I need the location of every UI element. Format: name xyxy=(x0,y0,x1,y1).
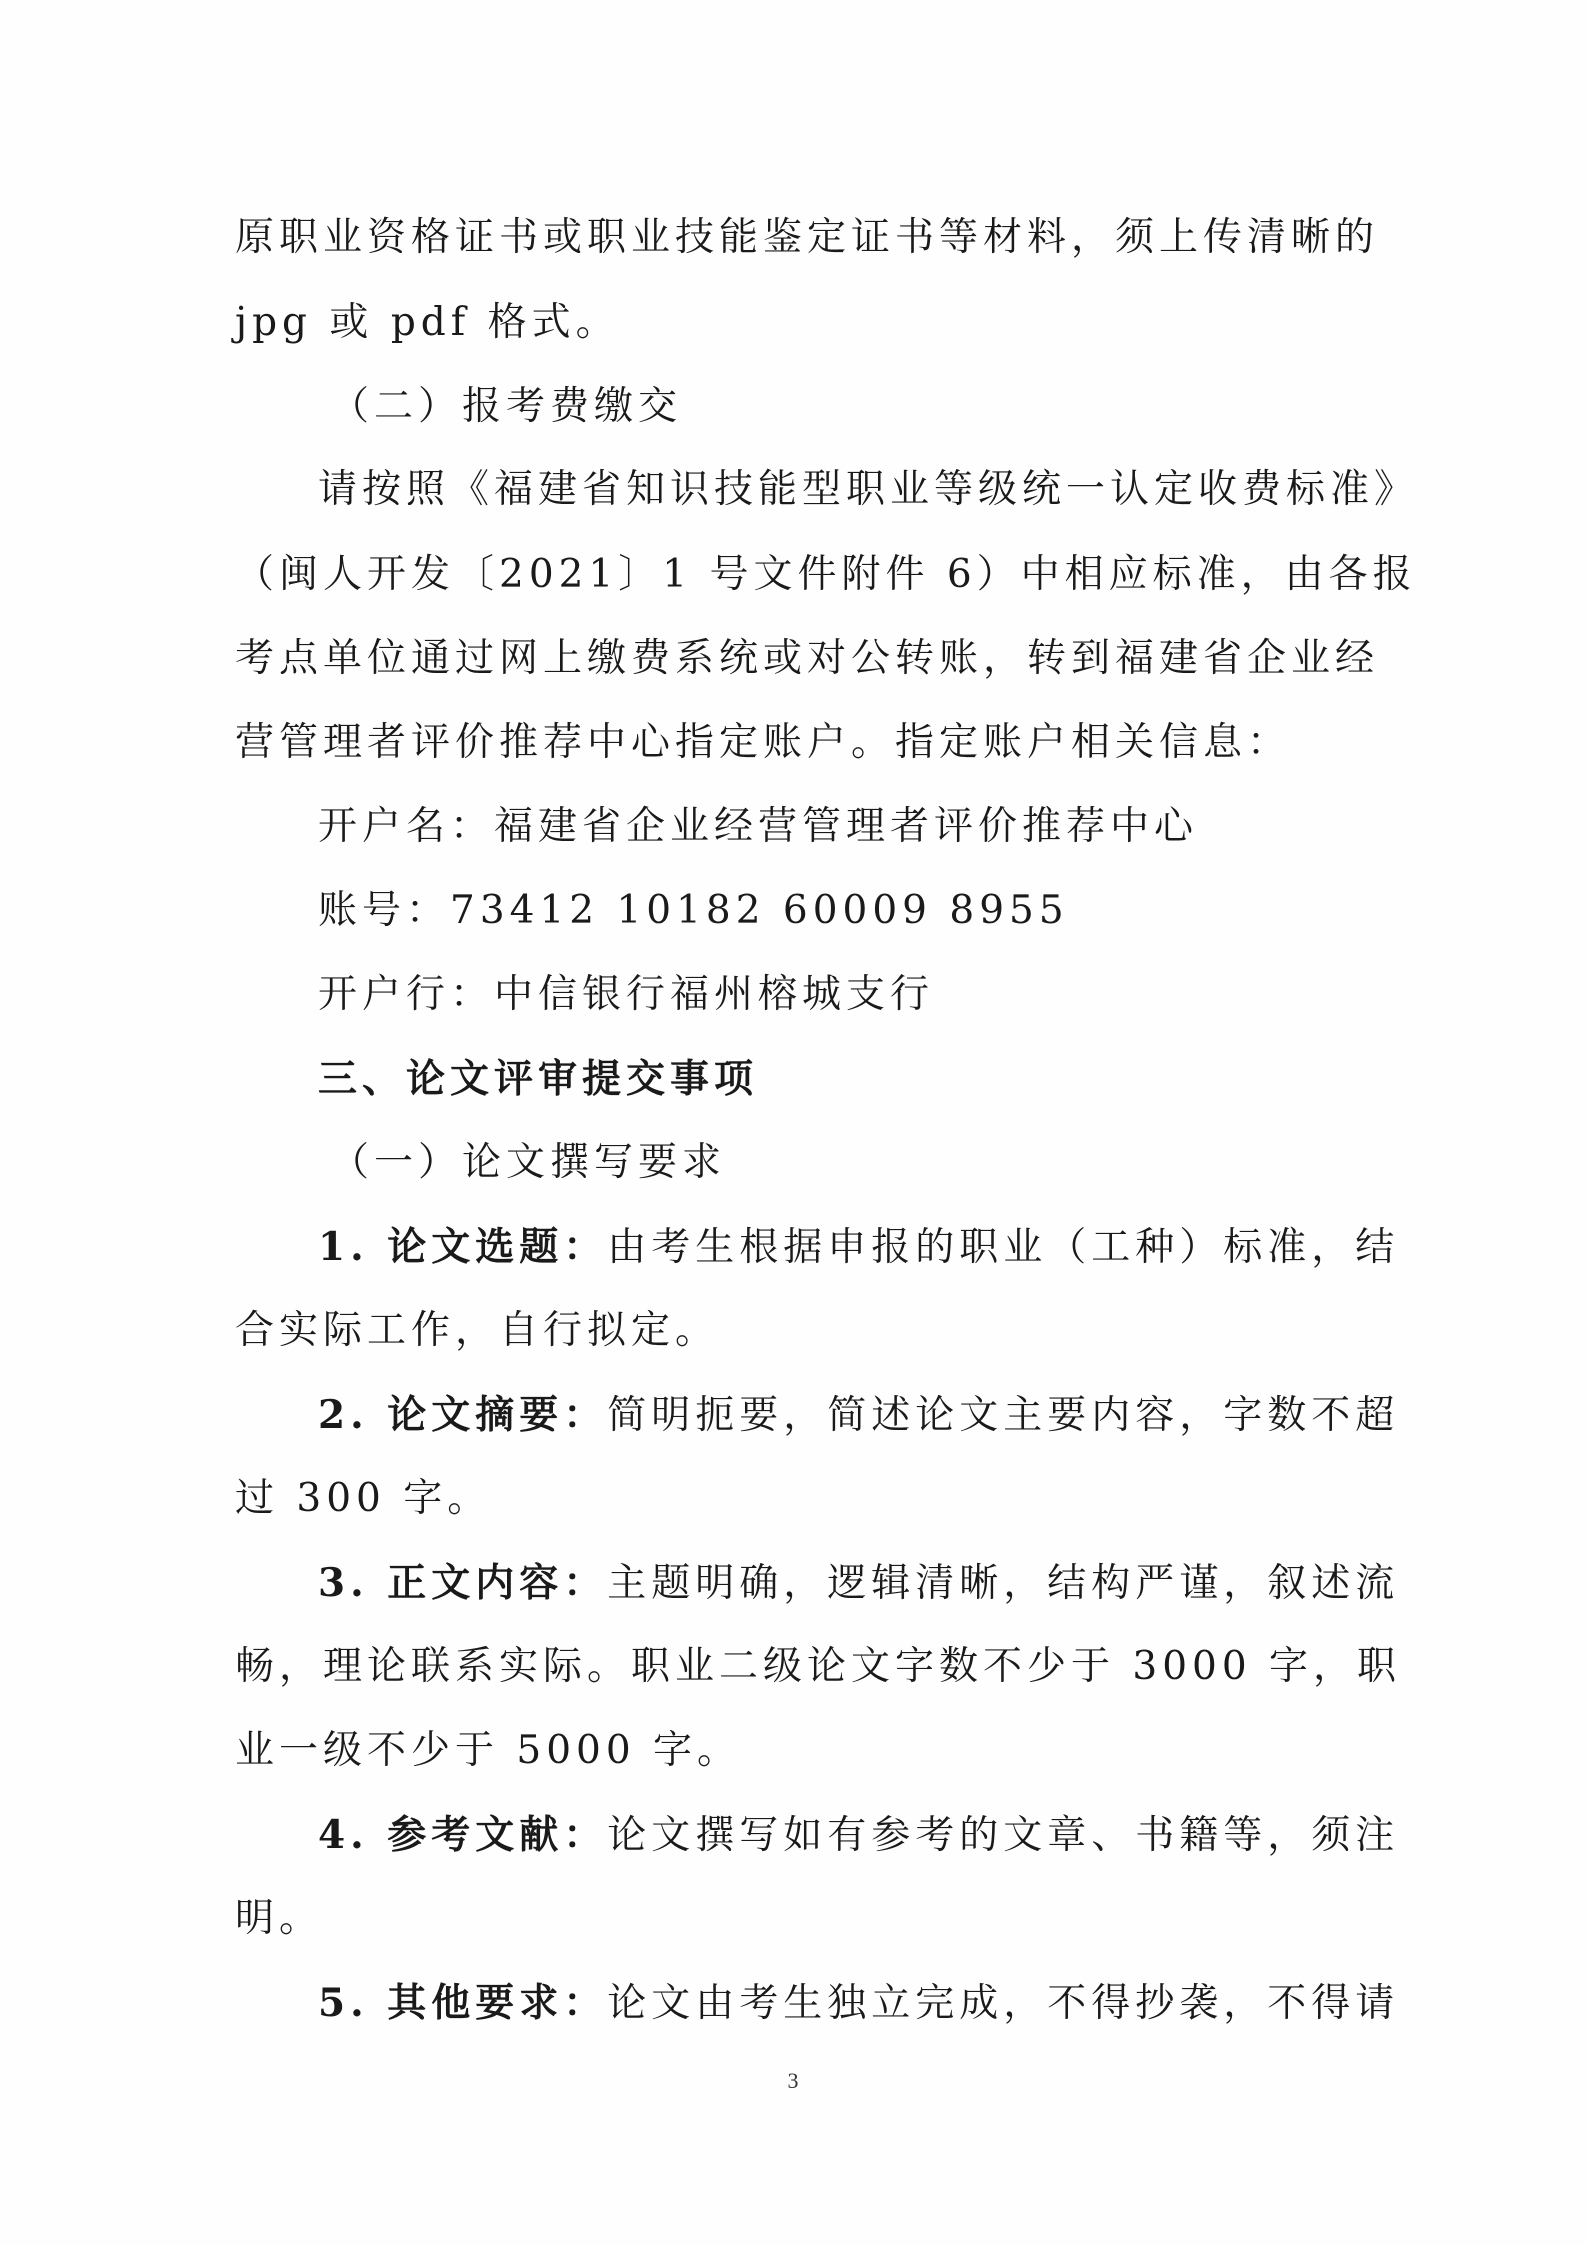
body-line: jpg 或 pdf 格式。 xyxy=(235,300,620,345)
item-text: 简明扼要，简述论文主要内容，字数不超 xyxy=(607,1393,1400,1438)
body-line: 请按照《福建省知识技能型职业等级统一认定收费标准》 xyxy=(318,467,1419,512)
item-label: 4. 参考文献： xyxy=(318,1812,608,1858)
item-label: 2. 论文摘要： xyxy=(318,1392,608,1438)
account-name: 开户名：福建省企业经营管理者评价推荐中心 xyxy=(318,804,1199,849)
list-item xyxy=(318,1389,1438,1442)
list-item xyxy=(318,1221,1438,1274)
list-item xyxy=(318,1977,1438,2030)
item-label: 1. 论文选题： xyxy=(318,1224,608,1270)
item-label: 5. 其他要求： xyxy=(318,1980,608,2026)
item-continuation: 业一级不少于 5000 字。 xyxy=(235,1728,742,1773)
list-item xyxy=(318,1809,1438,1862)
item-text: 主题明确，逻辑清晰，结构严谨，叙述流 xyxy=(607,1561,1400,1606)
body-line: 营管理者评价推荐中心指定账户。指定账户相关信息： xyxy=(235,720,1292,765)
section-heading: （二）报考费缴交 xyxy=(330,384,683,429)
item-text: 论文由考生独立完成，不得抄袭，不得请 xyxy=(607,1981,1400,2026)
body-line: 考点单位通过网上缴费系统或对公转账，转到福建省企业经 xyxy=(235,636,1380,681)
item-continuation: 畅，理论联系实际。职业二级论文字数不少于 3000 字，职 xyxy=(235,1644,1402,1689)
item-continuation: 合实际工作，自行拟定。 xyxy=(235,1308,720,1353)
account-bank: 开户行：中信银行福州榕城支行 xyxy=(318,972,935,1017)
list-item xyxy=(318,1557,1438,1610)
account-number: 账号：73412 10182 60009 8955 xyxy=(318,888,1069,933)
body-line: 原职业资格证书或职业技能鉴定证书等材料，须上传清晰的 xyxy=(235,215,1380,260)
page-number: 3 xyxy=(787,2068,799,2093)
item-text: 论文撰写如有参考的文章、书籍等，须注 xyxy=(607,1813,1400,1858)
item-text: 由考生根据申报的职业（工种）标准，结 xyxy=(607,1225,1400,1270)
section-title: 三、论文评审提交事项 xyxy=(318,1056,759,1102)
subsection-heading: （一）论文撰写要求 xyxy=(330,1140,727,1185)
item-continuation: 明。 xyxy=(235,1896,324,1941)
item-continuation: 过 300 字。 xyxy=(235,1476,492,1521)
body-line: （闽人开发〔2021〕1 号文件附件 6）中相应标准，由各报 xyxy=(235,552,1417,597)
item-label: 3. 正文内容： xyxy=(318,1560,608,1606)
